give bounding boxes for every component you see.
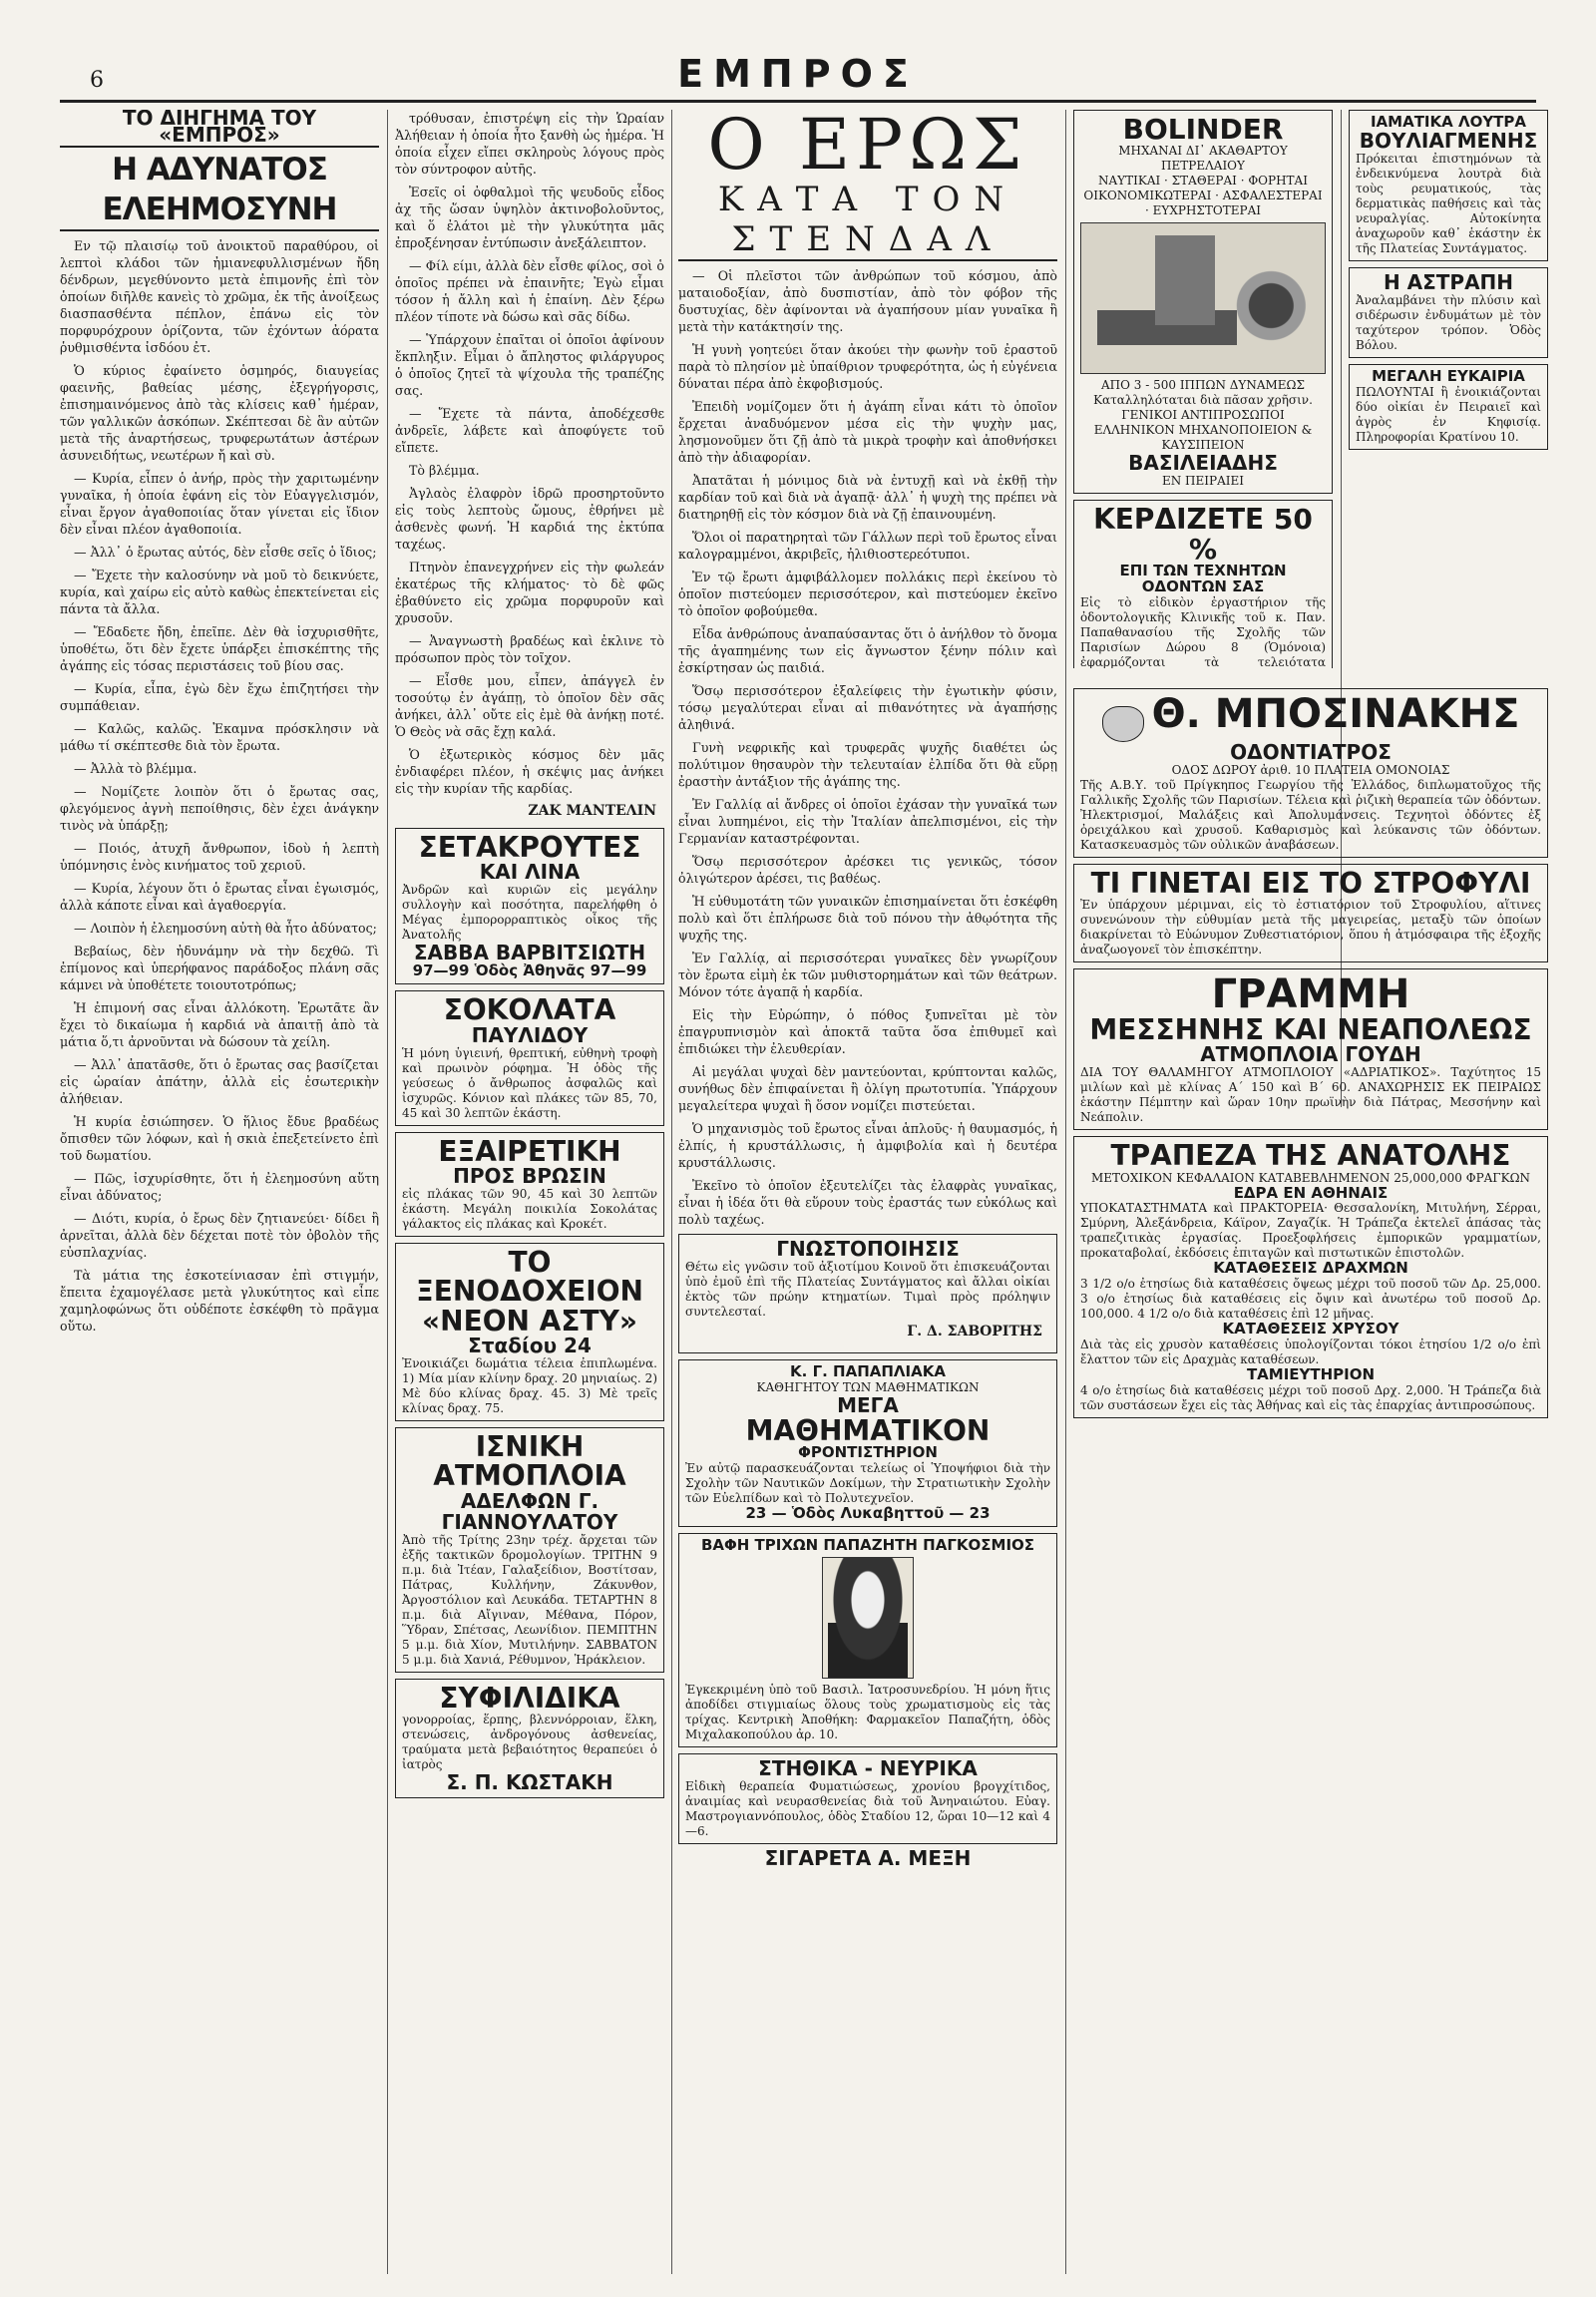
paragraph: Ἐν τῷ ἔρωτι ἀμφιβάλλομεν πολλάκις περὶ ἐκείνου τὸ ὁποῖον πιστεύομεν περισσότερον, καὶ πιστεύομεν ἐκεῖνο τὸ ὁποῖον φοβούμεθα. (678, 570, 1057, 618)
classified-ad (395, 990, 664, 1125)
story-continuation-column (395, 110, 664, 2274)
eros-subtitle: ΚΑΤΑ ΤΟΝ ΣΤΕΝΔΑΛ (678, 180, 1057, 261)
paragraph: Ἡ εὐθυμοτάτη τῶν γυναικῶν ἐπισημαίνεται ὅτι ἐσκέφθη πολὺ καὶ ὅτι ἐπλήρωσε διὰ τοῦ πόνου τὴν ἀθῳότητα τῆς ψυχῆς της. (678, 894, 1057, 943)
spa-ad (1349, 110, 1548, 261)
strofyli-text: Ἐν ὑπάρχουν μέριμναι, εἰς τὸ ἐστιατόριον τοῦ Στροφυλίου, αἵτινες συνενώνουν τὴν εὐθυμίαν μετὰ τῆς μαγειρείας, μεταξὺ τῶν ὁποίων διακρίνεται τὸ Εὐώνυμον Ζυθεστιατόριον, ὅπου ἡ ἀτμόσφαιρα τῆς ἐξοχῆς ἀναζωογονεῖ τὸν ἐπισκέπτην. (1080, 897, 1541, 957)
tutor-ad (678, 1359, 1057, 1527)
spa-location: ΒΟΥΛΙΑΓΜΕΝΗΣ (1359, 128, 1538, 153)
paragraph: Ἐκεῖνο τὸ ὁποῖον ἐξευτελίζει τὰς ἐλαφρὰς γυναῖκας, εἶναι ἡ ἰδέα ὅτι θὰ εὕρουν τοὺς ἐραστάς των εὐκόλως καὶ πολὺ ταχέως. (678, 1178, 1057, 1227)
engine-illustration (1080, 222, 1326, 374)
paragraph: Ὁ μηχανισμὸς τοῦ ἔρωτος εἶναι ἁπλοῦς· ἡ θαυμασμός, ἡ ἐλπίς, ἡ κρυστάλλωσις, ἡ ἀμφιβολία καὶ ἡ δευτέρα κρυστάλλωσις. (678, 1121, 1057, 1170)
notice-ad (678, 1234, 1057, 1353)
story-column (60, 110, 379, 2274)
ad-address: 97—99 Ὁδὸς Ἀθηνᾶς 97—99 (412, 961, 647, 980)
paragraph: Γυνὴ νεφρικῆς καὶ τρυφερᾶς ψυχῆς διαθέτει ὡς πολύτιμον θησαυρὸν τὴν τελευταίαν ἐλπίδα ὅτι θὰ εὕρῃ ἐραστὴν ἀντάξιον τῆς ἀγάπης της. (678, 740, 1057, 789)
paragraph: — Οἱ πλεῖστοι τῶν ἀνθρώπων τοῦ κόσμου, ἀπὸ ματαιοδοξίαν, ἀπὸ δυσπιστίαν, ἀπὸ τὸν φόβον τῆς δυστυχίας, δὲν ἀφίνονται νὰ ἀγαπήσουν μίαν γυναῖκα ἢ μετὰ τὴν κατάκτησίν της. (678, 268, 1057, 334)
bank-name: ΤΡΑΠΕΖΑ ΤΗΣ ΑΝΑΤΟΛΗΣ (1110, 1139, 1511, 1173)
paragraph: — Διότι, κυρία, ὁ ἔρως δὲν ζητιανεύει· δίδει ἢ ἀρνεῖται, ἀλλὰ δὲν δέχεται ποτὲ τὸν ὀβολὸν τῆς εὐσπλαχνίας. (60, 1211, 379, 1260)
strofyli-ad (1073, 864, 1548, 962)
page-number: 6 (90, 68, 104, 93)
strofyli-headline: ΤΙ ΓΙΝΕΤΑΙ ΕΙΣ ΤΟ ΣΤΡΟΦΥΛΙ (1090, 866, 1531, 900)
paragraph: Ἡ κυρία ἐσιώπησεν. Ὁ ἥλιος ἔδυε βραδέως ὄπισθεν τῶν λόφων, καὶ ἡ σκιὰ ἐπεξετείνετο ἐπὶ τοῦ δωματίου. (60, 1114, 379, 1163)
shipping-line-ad (1073, 968, 1548, 1130)
classified-ad (395, 1427, 664, 1673)
paragraph: — Καλῶς, καλῶς. Ἐκαμνα πρόσκλησιν νὰ μάθω τί σκέπτεσθε διὰ τὸν ἔρωτα. (60, 721, 379, 753)
eros-body (678, 267, 1057, 1228)
line-text: ΔΙΑ ΤΟΥ ΘΑΛΑΜΗΓΟΥ ΑΤΜΟΠΛΟΙΟΥ «ΑΔΡΙΑΤΙΚΟΣ». Ταχύτητος 15 μιλίων καὶ μὲ κλίνας Α΄ 150 καὶ Β΄ 60. ΑΝΑΧΩΡΗΣΙΣ ΕΚ ΠΕΙΡΑΙΩΣ ἑκάστην Πέμπτην καὶ ὥραν 10ην πρωϊνὴν διὰ Πάτρας, Μεσσήνην καὶ Νεάπολιν. (1080, 1065, 1541, 1125)
classified-ad (395, 1243, 664, 1421)
paragraph: — Νομίζετε λοιπὸν ὅτι ὁ ἔρωτας σας, φλεγόμενος ἀγνὴ πεποίθησις, δὲν ἐχει ἀνάγκην τινὸς νὰ ὑπάρξῃ; (60, 784, 379, 833)
paragraph: Ὁ ἐξωτερικὸς κόσμος δὲν μᾶς ἐνδιαφέρει πλέον, ἡ σκέψις μας ἀνήκει εἰς τὴν κυρίαν τῆς καρδίας. (395, 747, 664, 796)
bolinder-agent: ΒΑΣΙΛΕΙΑΔΗΣ (1128, 451, 1278, 476)
astrapi-text: Ἀναλαμβάνει τὴν πλύσιν καὶ σιδέρωσιν ἐνδυμάτων μὲ τὸν ταχύτερον τρόπον. Ὁδὸς Βόλου. (1356, 292, 1541, 352)
ads-column-2 (395, 828, 664, 1798)
ad-subhead: Σταδίου 24 (468, 1334, 592, 1358)
paragraph: Ἐν Γαλλίᾳ αἱ ἄνδρες οἱ ὁποῖοι ἐχάσαν τὴν γυναῖκά των εἶναι λυπημένοι, εἰς τὴν Ἰταλίαν ἀπελπισμένοι, εἰς τὴν Γερμανίαν καταστρέφονται. (678, 797, 1057, 846)
paragraph: Ὅσῳ περισσότερον ἀρέσκει τις γενικῶς, τόσον ὀλιγώτερον ἀρέσει, τις βαθέως. (678, 854, 1057, 886)
ad-headline: ΣΕΤΑΚΡΟΥΤΕΣ (418, 831, 641, 864)
ad-headline: ΙΣΝΙΚΗ ΑΤΜΟΠΛΟΙΑ (433, 1430, 626, 1493)
tutor-h1: ΜΕΓΑ (837, 1392, 899, 1417)
paragraph: Εἶδα ἀνθρώπους ἀναπαύσαντας ὅτι ὁ ἀνήλθον τὸ ὄνομα τῆς ἀγαπημένης των εἰς ἄγνωστον ξένην πόλιν καὶ ἐσκίρτησαν ὡς παιδιά. (678, 626, 1057, 675)
bolinder-brand: BOLINDER (1122, 113, 1284, 146)
tutor-h2: ΜΑΘΗΜΑΤΙΚΟΝ (745, 1413, 991, 1447)
bank-savings-text: 4 ο/ο ἐτησίως διὰ καταθέσεις μέχρι τοῦ ποσοῦ Δρχ. 2,000. Ἡ Τράπεζα διὰ τῶν συστάσεων ἔχει εἰς τὰς Ἀθήνας καὶ εἰς τὰς ἐπαρχίας ἀντιπροσώπους. (1080, 1382, 1541, 1412)
ad-subhead: ΠΡΟΣ ΒΡΩΣΙΝ (453, 1163, 606, 1188)
tonic-ad (678, 1753, 1057, 1844)
paragraph: — Ἀλλ᾽ ὁ ἔρωτας αὐτός, δὲν εἶσθε σεῖς ὁ ἴδιος; (74, 545, 377, 560)
paragraph: — Κυρία, εἶπα, ἐγὼ δὲν ἔχω ἐπιζητήσει τὴν συμπάθειαν. (60, 681, 379, 713)
bolinder-ad (1073, 110, 1333, 494)
dental-lab-headline: ΚΕΡΔΙΖΕΤΕ 50 % (1093, 503, 1313, 566)
tutor-name: Κ. Γ. ΠΑΠΑΠΛΙΑΚΑ (790, 1362, 946, 1380)
dentist-title: ΟΔΟΝΤΙΑΤΡΟΣ (1230, 739, 1392, 764)
wide-ads (1073, 688, 1548, 2274)
classified-ad (395, 1132, 664, 1237)
bank-savings-heading: ΤΑΜΙΕΥΤΗΡΙΟΝ (1246, 1364, 1376, 1383)
bank-text: ΥΠΟΚΑΤΑΣΤΗΜΑΤΑ καὶ ΠΡΑΚΤΟΡΕΙΑ· Θεσσαλονίκη, Μιτυλήνη, Σέρραι, Σμύρνη, Ἀλεξάνδρεια, Κάϊρον, Ζαγαζίκ. Ἡ Τράπεζα ἐκτελεῖ ἁπάσας τὰς τραπεζιτικὰς ἐργασίας. Προεξοφλήσεις ἐμπορικῶν γραμματίων, προκαταβολαί, ἐκδόσεις ἐπιταγῶν καὶ πιστωτικῶν ἐπιστολῶν. (1080, 1201, 1541, 1261)
paragraph: Ἀγλαὸς ἐλαφρὸν ἱδρῶ προσηρτοῦντο εἰς τοὺς λεπτοὺς ὤμους, ἐθρήνει μὲ ἀσθενὲς φωνή. Ἡ καρδιά της ἐκτύπα ταχέως. (395, 486, 664, 552)
ad-merchant: Σ. Π. ΚΩΣΤΑΚΗ (446, 1770, 613, 1795)
story-signature: ΖΑΚ ΜΑΝΤΕΛΙΝ (528, 803, 656, 819)
ad-headline: ΕΞΑΙΡΕΤΙΚΗ (438, 1134, 621, 1168)
bolinder-city: ΕΝ ΠΕΙΡΑΙΕΙ (1161, 474, 1245, 489)
paragraph: — Ἔχετε τὰ πάντα, ἀποδέχεσθε ἀνδρεῖε, λάβετε καὶ ἀποφύγετε τοῦ εἴπετε. (395, 406, 664, 455)
bank-gold-text: Διὰ τὰς εἰς χρυσὸν καταθέσεις ὑπολογίζονται τόκοι ἐτησίου 1/2 ο/ο ἐπὶ ἔλαττον τῶν εἰς Δραχμὰς καταθέσεων. (1080, 1337, 1541, 1366)
tutor-h3: ΦΡΟΝΤΙΣΤΗΡΙΟΝ (798, 1443, 938, 1462)
bank-ad (1073, 1136, 1548, 1417)
paragraph: Ἐν Γαλλίᾳ, αἱ περισσότεραι γυναῖκες δὲν γνωρίζουν τὸν ἔρωτα εἰμὴ ἐκ τῶν μυθιστορημάτων καὶ τῶν θεάτρων. Μόνον τότε ἀγαπᾷ ἡ καρδία. (678, 951, 1057, 999)
line-route: ΜΕΣΣΗΝΗΣ ΚΑΙ ΝΕΑΠΟΛΕΩΣ (1089, 1012, 1532, 1046)
ad-text: Ἡ μόνη ὑγιεινή, θρεπτική, εὐθηνὴ τροφὴ καὶ πρωινὸν ρόφημα. Ἡ ὁδὸς τῆς γεύσεως ὁ ἄνθρωπος ἀσφαλῶς καὶ ἰσχυρῶς. Κόνιον καὶ πλάκες τῶν 85, 70, 45 καὶ 30 λεπτῶν ἑκάστη. (402, 1045, 657, 1120)
hairdye-ad (678, 1533, 1057, 1748)
column-rule (671, 110, 672, 2274)
bank-deposits-heading: ΚΑΤΑΘΕΣΕΙΣ ΔΡΑΧΜΩΝ (1213, 1259, 1408, 1278)
ad-text: Ἐνοικιάζει δωμάτια τέλεια ἐπιπλωμένα. 1) Μία μίαν κλίνην δραχ. 20 μηνιαίως. 2) Μὲ δύο κλίνας δραχ. 45. 3) Μὲ τρεῖς κλίνας δραχ. 75. (402, 1356, 657, 1416)
page-header (60, 40, 1536, 103)
bargain-title: ΜΕΓΑΛΗ ΕΥΚΑΙΡΙΑ (1372, 366, 1525, 385)
paragraph: — Κυρία, εἶπεν ὁ ἀνήρ, πρὸς τὴν χαριτωμένην γυναῖκα, ἡ ὁποία ἐφάνη εἰς τὸν Εὐαγγελισμόν, εἶναι ἔργον ἀγαθοποιίας ὅταν γίνεται εἰς ἴδιον δὲν εἶναι πλέον ἀγαθοποιία. (60, 471, 379, 537)
woman-portrait-illustration (822, 1557, 914, 1679)
bolinder-line-3: ΟΙΚΟΝΟΜΙΚΩΤΕΡΑΙ · ΑΣΦΑΛΕΣΤΕΡΑΙ · ΕΥΧΡΗΣΤΟΤΕΡΑΙ (1083, 189, 1323, 218)
ads-column-5 (1349, 110, 1548, 668)
paragraph: Πτηνὸν ἐπανεγχρήνεν εἰς τὴν φωλεάν ἐκατέρως τῆς κλήματος· τὸ δὲ φῶς ἐβαθύνετο εἰς χρῶμα πορφυροῦν καὶ χρυσοῦν. (395, 560, 664, 625)
paragraph: Ἐσεῖς οἱ ὀφθαλμοὶ τῆς ψευδοῦς εἶδος ἀχ τῆς ὥσαν ὑψηλὸν ἀκτινοβολοῦντος, καὶ ὅ ἐλάτοι μὲ τὴν γλυκύτητα μᾶς ἐπροξένησαν ἐντύπωσιν ἀνεξάλειπτον. (395, 185, 664, 250)
notice-signature: Γ. Δ. ΣΑΒΟΡΙΤΗΣ (907, 1324, 1042, 1340)
eros-column (678, 110, 1057, 2274)
cigarette-ad: ΣΙΓΑΡΕΤΑ Α. ΜΕΞΗ (764, 1846, 972, 1871)
spa-title: ΙΑΜΑΤΙΚΑ ΛΟΥΤΡΑ (1370, 113, 1527, 131)
paragraph: Ἀπατᾶται ἡ μόνιμος διὰ νὰ ἐντυχῇ καὶ νὰ ἐκθῇ τὴν καρδίαν τοῦ καὶ διὰ νὰ ἀγαπᾷ· ἀλλ᾽ ἡ ψυχὴ της πρέπει νὰ διατηρηθῇ εἰς τὸν κόσμον διὰ νὰ ζῇ ἐπαινουμένη. (678, 473, 1057, 522)
bank-deposits-text: 3 1/2 ο/ο ἐτησίως διὰ καταθέσεις ὄψεως μέχρι τοῦ ποσοῦ τῶν Δρ. 25,000. 3 ο/ο ἐτησίως διὰ καταθέσεις εἰς ὄψιν καὶ ἀνωτέρω τοῦ ποσοῦ Δρ. 100,000. 4 1/2 ο/ο διὰ καταθέσεις ἐπὶ 12 μῆνας. (1080, 1277, 1541, 1322)
tutor-address: 23 — Ὁδὸς Λυκαβηττοῦ — 23 (745, 1503, 991, 1522)
dentist-ad (1073, 688, 1548, 858)
story-kicker: ΤΟ ΔΙΗΓΗΜΑ ΤΟΥ «ΕΜΠΡΟΣ» (60, 110, 379, 148)
paragraph: Ἡ γυνὴ γοητεύει ὅταν ἀκούει τὴν φωνὴν τοῦ ἐραστοῦ παρὰ τὸ πλησίον μὲ ὑπαίθριον τρυφερότητα, ὡς ἡ εὐγένεια δύναται πέρα ἀπὸ ἐκφοβισμούς. (678, 342, 1057, 391)
eros-title: Ο ΕΡΩΣ (707, 110, 1028, 186)
paragraph: — Ἀλλὰ τὸ βλέμμα. (74, 761, 198, 776)
ad-text: Ἀπὸ τῆς Τρίτης 23ην τρέχ. ἄρχεται τῶν ἐξῆς τακτικῶν δρομολογίων. ΤΡΙΤΗΝ 9 π.μ. διὰ Ἰτέαν, Γαλαξείδιον, Βοστίτσαν, Πάτρας, Κυλλήνην, Ζάκυνθον, Ἀργοστόλιον καὶ Λευκάδα. ΤΕΤΑΡΤΗΝ 8 π.μ. διὰ Αἴγιναν, Μέθανα, Πόρον, Ὕδραν, Σπέτσας, Λεωνίδιον. ΠΕΜΠΤΗΝ 5 μ.μ. διὰ Χίον, Μυτιλήνην. ΣΑΒΒΑΤΟΝ 5 μ.μ. διὰ Χανιά, Ρέθυμνον, Ἡράκλειον. (402, 1532, 657, 1667)
dentist-name: Θ. ΜΠΟΣΙΝΑΚΗΣ (1151, 691, 1520, 737)
story-headline: Η ΑΔΥΝΑΤΟΣ ΕΛΕΗΜΟΣΥΝΗ (60, 150, 379, 231)
paragraph: — Ἀναγνωστὴ βραδέως καὶ ἐκλινε τὸ πρόσωπον πρὸς τὸν τοῖχον. (395, 633, 664, 665)
paragraph: Βεβαίως, δὲν ἠδυνάμην νὰ τὴν δεχθῶ. Τὶ ἐπίμονος καὶ ὑπερήφανος παράδοξος πλάνη σᾶς κάμνει νὰ ὑποθέτετε τοιουτοτρόπως; (60, 944, 379, 992)
paragraph: — Φίλ είμι, ἀλλὰ δὲν εἶσθε φίλος, σοὶ ὁ ὁποῖος πρέπει νὰ ἐπαινῆτε; Ἐγὼ εἶμαι τόσον ἡ ἄλλη καὶ ἡ ἐπαίνη. Δὲν ξέρω πλέον τίποτε νὰ δώσω καὶ σᾶς δίδω. (395, 258, 664, 324)
bank-gold-heading: ΚΑΤΑΘΕΣΕΙΣ ΧΡΥΣΟΥ (1222, 1320, 1399, 1339)
story-body-continued (395, 110, 664, 797)
line-headline: ΓΡΑΜΜΗ (1211, 970, 1410, 1017)
classified-ad (395, 1679, 664, 1798)
paragraph: Ὅλοι οἱ παρατηρηταὶ τῶν Γάλλων περὶ τοῦ ἔρωτος εἶναι καλογραμμένοι, ἀκριβεῖς, ἠλιθιοστερεότυποι. (678, 530, 1057, 562)
column-rule (1065, 110, 1066, 2274)
ad-text: εἰς πλάκας τῶν 90, 45 καὶ 30 λεπτῶν ἑκάστη. Μεγάλη ποικιλία Σοκολάτας γάλακτος εἰς πλάκας καὶ Κροκέτ. (402, 1186, 657, 1231)
paragraph: — Ἔδαδετε ἤδη, ἐπεῖπε. Δὲν θὰ ἰσχυρισθῆτε, ὑποθέτω, ὅτι δὲν ἔχετε ὑπάρξει ἐπισκέπτης τῆς ἀγάπης εἰς τόσας περιστάσεις τοῦ βίου σας. (60, 624, 379, 673)
bolinder-line-5: Καταλληλόταται διὰ πᾶσαν χρῆσιν. ΓΕΝΙΚΟΙ ΑΝΤΙΠΡΟΣΩΠΟΙ ΕΛΛΗΝΙΚΟΝ ΜΗΧΑΝΟΠΟΙΕΙΟΝ & ΚΑΥΣΙΠΕΙΟΝ (1093, 393, 1313, 453)
tutor-text: Ἐν αὐτῷ παρασκευάζονται τελείως οἱ Ὑποψήφιοι διὰ τὴν Σχολὴν τῶν Ναυτικῶν Δοκίμων, τὴν Στρατιωτικὴν Σχολὴν τῶν Εὐελπίδων καὶ τὸ Πολυτεχνεῖον. (685, 1460, 1050, 1505)
bargain-ad (1349, 364, 1548, 450)
bank-seat: ΕΔΡΑ ΕΝ ΑΘΗΝΑΙΣ (1233, 1183, 1389, 1202)
paragraph: Ἡ ἐπιμονή σας εἶναι ἀλλόκοτη. Ἐρωτᾶτε ἂν ἔχει τὸ δικαίωμα ἡ καρδιά νὰ ἀπαιτῇ ἀπὸ τὰ μάτια ὅ,τι ἀρνοῦνται νὰ δώσουν τὰ χείλη. (60, 1000, 379, 1049)
ad-merchant: ΣΑΒΒΑ ΒΑΡΒΙΤΣΙΩΤΗ (413, 941, 646, 965)
ad-subhead: ΚΑΙ ΛΙΝΑ (479, 860, 581, 885)
masthead: ΕΜΠΡΟΣ (677, 52, 919, 96)
ad-text: γονορροίας, ἕρπης, βλεννόρροιαν, ἕλκη, στενώσεις, ἀνδρογόνους ἀσθενείας, τραύματα μετὰ βεβαιότητος θεραπεύει ὁ ἰατρὸς (402, 1713, 657, 1772)
bargain-text: ΠΩΛΟΥΝΤΑΙ ἢ ἐνοικιάζονται δύο οἰκίαι ἐν Πειραιεῖ καὶ ἀγρὸς ἐν Κηφισίᾳ. Πληροφορίαι Κρατίνου 10. (1356, 384, 1541, 444)
paragraph: τρόθυσαν, ἐπιστρέψη εἰς τὴν Ὡραίαν Ἀλήθειαν ἡ ὁποία ἦτο ξανθὴ ὡς ἡμέρα. Ἡ ὁποία εἶχεν εἴπει σκληροὺς λόγους πρὸς τὸν σύντροφον αὐτῆς. (395, 111, 664, 177)
paragraph: — Ἔχετε τὴν καλοσύνην νὰ μοῦ τὸ δεικνύετε, κυρία, καὶ χαίρω εἰς αὐτὸ καθὼς ἐπεκτείνεται εἰς πάντα τὰ ἄλλα. (60, 568, 379, 616)
dentist-text: Τῆς Α.Β.Υ. τοῦ Πρίγκηπος Γεωργίου τῆς Ἑλλάδος, διπλωματοῦχος τῆς Γαλλικῆς Σχολῆς τῶν Παρισίων. Τέλεια καὶ ῥιζικὴ θεραπεία τῶν ὀδόντων. Ἠλεκτρισμοί, Μαλάξεις καὶ Ἀπολυμάνσεις. Τεχνητοὶ ὀδόντες ἐξ ὀρειχάλκου καὶ χρυσοῦ. Καθαρισμὸς καὶ λεύκανσις τῶν ὀδόντων. Κατασκευασμὸς τῶν οὐλικῶν ἀναβάσεων. (1080, 777, 1541, 852)
dental-lab-text: Εἰς τὸ εἰδικὸν ἐργαστήριον τῆς ὀδοντολογικῆς Κλινικῆς τοῦ κ. Παν. Παπαθανασίου τῆς Σχολῆς τῶν Παρισίων Δώρου 8 (Ὁμόνοια) ἐφαρμόζονται τὰ τελειότατα (1080, 594, 1326, 668)
tonic-title: ΣΤΗΘΙΚΑ - ΝΕΥΡΙΚΑ (758, 1756, 978, 1781)
ad-subhead: ΠΑΥΛΙΔΟΥ (471, 1022, 589, 1047)
paragraph: — Εἶσθε μου, εἶπεν, ἀπάγγελ ἐν τοσούτῳ ἐν ἀγάπῃ, τὸ ὁποῖον δὲν σᾶς ἀνήκει, ἀλλ᾽ οὔτε εἰς ἐμὲ θὰ ἀνήκῃ ποτέ. Ὁ Θεὸς νὰ σᾶς ἔχῃ καλά. (395, 673, 664, 739)
paragraph: Ὁ κύριος ἐφαίνετο ὁσμηρός, διαυγείας φαεινῆς, βαθείας μέσης, ἐξεγρήγορσις, ἐπισημαινόμενος ἀπὸ τὰς κλίσεις καθ᾽ ἡμέραν, τῶν γαλλικῶν ἀσκόπων. Σκέπτεσαι δὲ ἃν αὐτῶν μετὰ τῆς ἀναρτήσεως, τρυφερωτάτων ἀστέρων ἀσυνειδήτως, νεωτέρων ἤ καὶ σὺ. (60, 363, 379, 463)
notice-title: ΓΝΩΣΤΟΠΟΙΗΣΙΣ (776, 1237, 960, 1261)
paragraph: — Ποιός, ἀτυχῆ ἄνθρωπον, ἰδοὺ ἡ λεπτὴ ὑπόμνησις ἑνὸς κινήματος τοῦ χεριοῦ. (60, 841, 379, 873)
ad-subhead: ΑΔΕΛΦΩΝ Γ. ΓΙΑΝΝΟΥΛΑΤΟΥ (441, 1488, 618, 1534)
ad-headline: ΣΟΚΟΛΑΤΑ (443, 993, 616, 1027)
paragraph: Ὅσῳ περισσότερον ἐξαλείφεις τὴν ἐγωτικὴν φύσιν, τόσῳ μεγαλύτεραι εἶναι αἱ πιθανότητες νὰ ἀγαπήσῃς ἀληθινά. (678, 683, 1057, 732)
hairdye-text: Ἐγκεκριμένη ὑπὸ τοῦ Βασιλ. Ἰατροσυνεδρίου. Ἡ μόνη ἥτις ἀποδίδει στιγμιαίως ὅλους τοὺς χρωματισμοὺς εἰς τὰς τρίχας. Κεντρικὴ Ἀποθήκη: Φαρμακεῖον Παπαζήτη, ὁδὸς Μιχαλακοπούλου ἀρ. 10. (685, 1683, 1050, 1742)
story-body (60, 237, 379, 1335)
tonic-text: Εἰδικὴ θεραπεία Φυματιώσεως, χρονίου βρογχίτιδος, ἀναιμίας καὶ νευρασθενείας διὰ τοῦ Ἀνηναιώτου. Εὐαγ. Μαστρογιαννόπουλος, ὁδὸς Σταδίου 12, ὥραι 10—12 καὶ 4—6. (685, 1779, 1050, 1839)
hairdye-title: ΒΑΦΗ ΤΡΙΧΩΝ ΠΑΠΑΖΗΤΗ ΠΑΓΚΟΣΜΙΟΣ (700, 1535, 1035, 1554)
paragraph: Αἱ μεγάλαι ψυχαὶ δὲν μαντεύονται, κρύπτονται καλῶς, συνήθως δὲν ἐπιφαίνεται ἢ ὀλίγη πρωτοτυπία. Ὑπάρχουν μεγαλείτερα ψυχαὶ ἢ ὅσον νομίζει πιστεύεται. (678, 1064, 1057, 1113)
paragraph: — Ὑπάρχουν ἐπαῖται οἱ ὁποῖοι ἀφίνουν ἔκπληξιν. Εἶμαι ὁ ἄπληστος φιλάργυρος ὁ ὁποῖος ζητεῖ τὰ ψίχουλα τῆς τραπέζης σας. (395, 332, 664, 398)
royal-crest-icon (1102, 706, 1144, 742)
dental-lab-subhead: ΕΠΙ ΤΩΝ ΤΕΧΝΗΤΩΝ ΟΔΟΝΤΩΝ ΣΑΣ (1119, 562, 1287, 595)
paragraph: Εἰς τὴν Εὐρώπην, ὁ πόθος ξυπνεῖται μὲ τὸν ἐπαγρυπνισμὸν καὶ ἀποκτᾶ ταῦτα ὅσα ἐπιθυμεῖ καὶ ἐπιδιώκει τὴν ἐλευθερίαν. (678, 1007, 1057, 1056)
ad-text: Ἀνδρῶν καὶ κυριῶν εἰς μεγάλην συλλογὴν καὶ ποσότητα, παρελήφθη ὁ Μέγας ἐμπορορραπτικὸς οἶκος τῆς Ἀνατολῆς (402, 883, 657, 943)
astrapi-title: Η ΑΣΤΡΑΠΗ (1383, 269, 1514, 294)
spa-text: Πρόκειται ἐπιστημόνων τὰ ἐνδεικνύμενα λουτρὰ διὰ τοὺς ρευματικούς, τὰς δερματικὰς παθήσεις καὶ τὰς νευραλγίας. Αὐτοκίνητα ἀναχωροῦν καθ᾽ ἑκάστην ἐκ τῆς Πλατείας Συντάγματος. (1356, 151, 1541, 255)
paragraph: — Πῶς, ἰσχυρίσθητε, ὅτι ἡ ἐλεημοσύνη αὕτη εἶναι ἀδύνατος; (60, 1171, 379, 1203)
ad-headline: ΤΟ ΞΕΝΟΔΟΧΕΙΟΝ «ΝΕΟΝ ΑΣΤΥ» (416, 1245, 643, 1338)
dental-lab-ad (1073, 500, 1333, 668)
dentist-address: ΟΔΟΣ ΔΩΡΟΥ ἀριθ. 10 ΠΛΑΤΕΙΑ ΟΜΟΝΟΙΑΣ (1171, 762, 1450, 777)
notice-text: Θέτω εἰς γνῶσιν τοῦ ἀξιοτίμου Κοινοῦ ὅτι ἐπισκευάζονται ὑπὸ ἐμοῦ ἐπὶ τῆς Πλατείας Συντάγματος καὶ ἄλλαι οἰκίαι ἐκτὸς τῶν πρώην κτηματίων. Τιμαὶ πρὸς πρόληψιν συντελεσταί. (685, 1260, 1050, 1319)
line-company: ΑΤΜΟΠΛΟΙΑ ΓΟΥΔΗ (1200, 1042, 1421, 1067)
ad-headline: ΣΥΦΙΛΙΔΙΚΑ (439, 1681, 620, 1715)
paragraph: Εν τῷ πλαισίῳ τοῦ ἀνοικτοῦ παραθύρου, οἱ λεπτοὶ κλάδοι τῶν ἠμιανεφυλλισμένων ἤδη δένδρων, μεγεθύνοντο μετὰ ἐπιμονῆς ἐπὶ τὸν ὁποίων διῆλθε κανεὶς τὸ χρῶμα, ἐκ τῆς ἀνοίξεως διασπασθέντα πέπλον, ἐπάνω εἰς τὸν πορφυρόχρουν ὁρίζοντα, τῶν ἐχόντων ἀόρατα ῥυθμισθέντα ἰσδόου ἐτ. (60, 238, 379, 355)
tutor-role: ΚΑΘΗΓΗΤΟΥ ΤΩΝ ΜΑΘΗΜΑΤΙΚΩΝ (756, 1379, 980, 1394)
column-rule (387, 110, 388, 2274)
astrapi-ad (1349, 267, 1548, 358)
paragraph: Τὸ βλέμμα. (409, 463, 480, 478)
bolinder-line-1: ΜΗΧΑΝΑΙ ΔΙ᾽ ΑΚΑΘΑΡΤΟΥ ΠΕΤΡΕΛΑΙΟΥ (1118, 144, 1288, 174)
bank-capital: ΜΕΤΟΧΙΚΟΝ ΚΕΦΑΛΑΙΟΝ ΚΑΤΑΒΕΒΛΗΜΕΝΟΝ 25,000,000 ΦΡΑΓΚΩΝ (1090, 1170, 1531, 1185)
paragraph: — Ἀλλ᾽ ἀπατᾶσθε, ὅτι ὁ ἔρωτας σας βασίζεται εἰς ὡραίαν ἀπάτην, ἀλλὰ εἰς ἐσωτερικὴν ἀλήθειαν. (60, 1057, 379, 1106)
bolinder-line-2: ΝΑΥΤΙΚΑΙ · ΣΤΑΘΕΡΑΙ · ΦΟΡΗΤΑΙ (1098, 174, 1308, 189)
paragraph: — Λοιπὸν ἡ ἐλεημοσύνη αὐτὴ θὰ ἦτο ἀδύνατος; (74, 921, 377, 936)
classified-ad (395, 828, 664, 984)
paragraph: Τὰ μάτια της ἐσκοτείνιασαν ἐπὶ στιγμήν, ἔπειτα ἐχαμογέλασε μετὰ γλυκύτητος καὶ εἶπε χαμηλοφώνως ὅτι οὐδέποτε ἐσκέφθη τὸ πρᾶγμα οὕτω. (60, 1268, 379, 1334)
bolinder-line-4: ΑΠΟ 3 - 500 ΙΠΠΩΝ ΔΥΝΑΜΕΩΣ (1101, 378, 1305, 393)
ads-column-4 (1073, 110, 1333, 668)
paragraph: — Κυρία, λέγουν ὅτι ὁ ἔρωτας εἶναι ἐγωισμός, ἀλλὰ κάποτε εἶναι καὶ ἀγαθοεργία. (60, 881, 379, 913)
paragraph: Ἐπειδὴ νομίζομεν ὅτι ἡ ἀγάπη εἶναι κάτι τὸ ὁποῖον ἔρχεται ἀναδυόμενον μέσα εἰς τὴν ψυχὴν μας, λησμονοῦμεν ὅτι ζῇ ἀπὸ τὰ μικρὰ τροφὴν καὶ ἀποθνήσκει ἀπὸ τὴν ἀδιαφορίαν. (678, 399, 1057, 465)
